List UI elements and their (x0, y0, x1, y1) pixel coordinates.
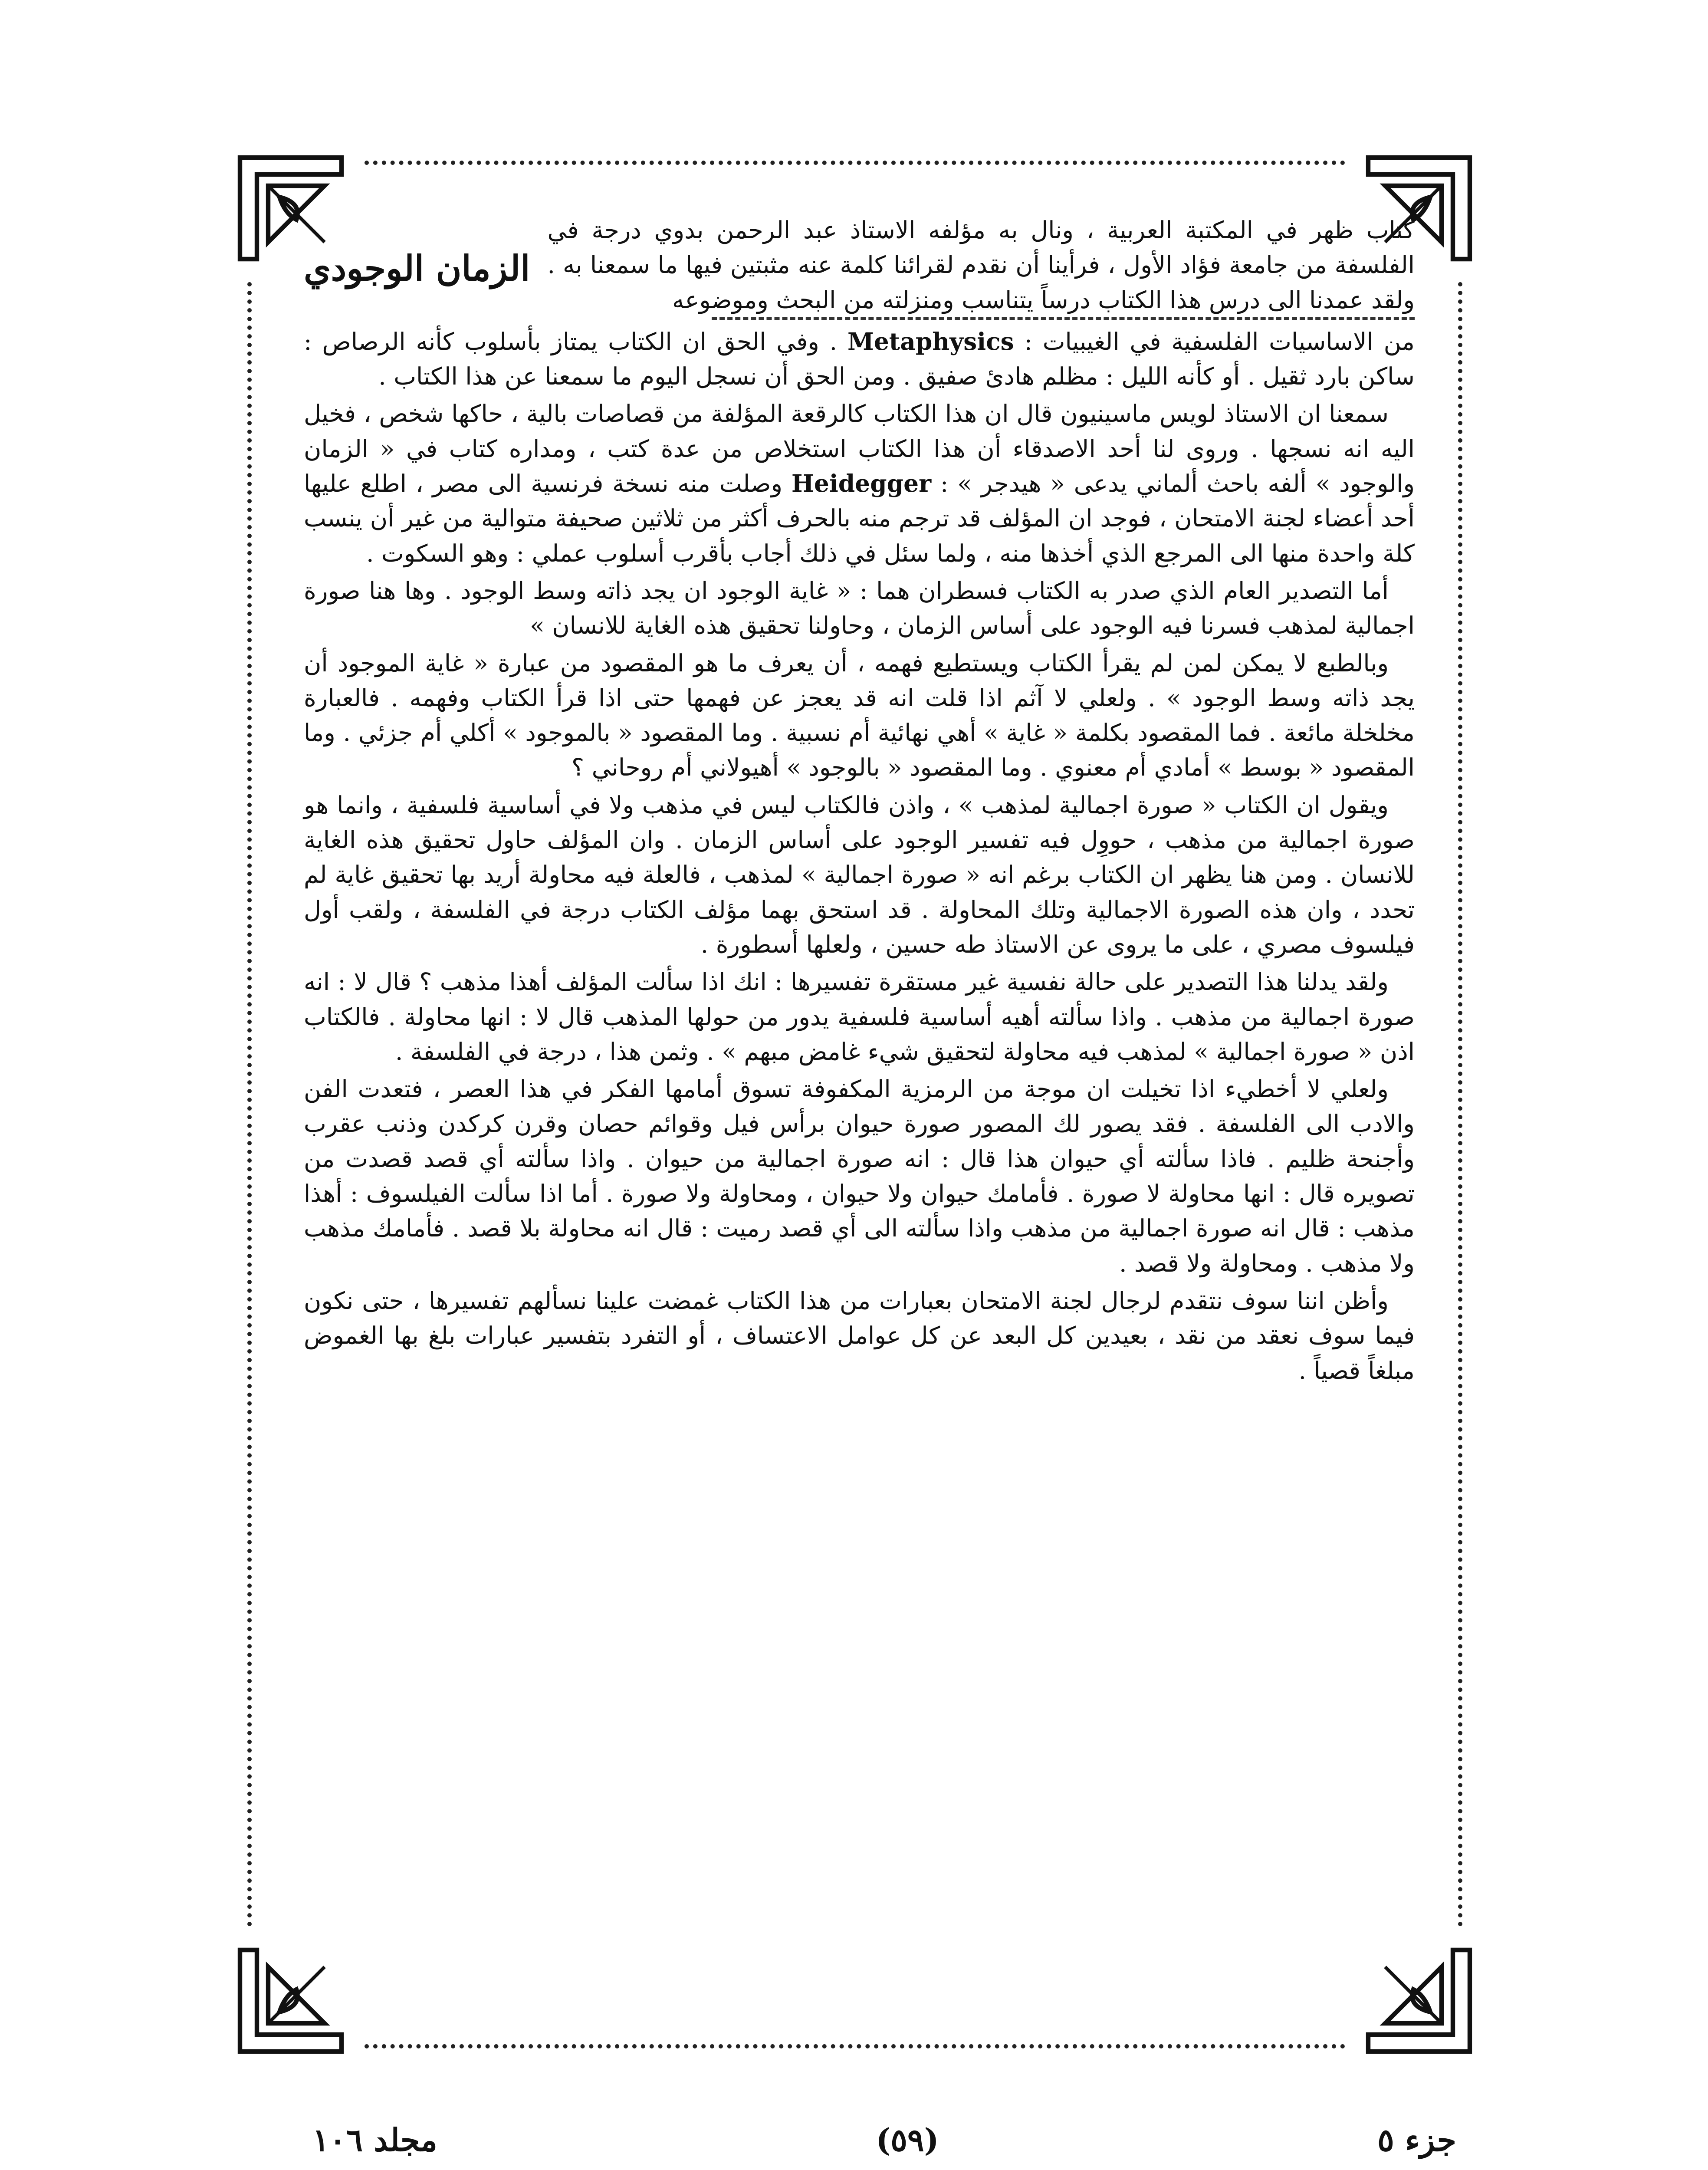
footer-volume: مجلد ١٠٦ (312, 2121, 437, 2158)
border-bottom-rule (365, 2044, 1345, 2048)
paragraph: ولقد يدلنا هذا التصدير على حالة نفسية غير مستقرة تفسيرها : انك اذا سألت المؤلف أهذا مذهب ؟ قال لا : انه صورة اجمالية من مذهب . واذا سألته أهيه أساسية فلسفية يدور من حولها المذهب قال لا : انها محاولة . فالكتاب اذن « صورة اجمالية » لمذهب فيه محاولة لتحقيق شيء غامض مبهم » . وثمن هذا ، درجة في الفلسفة . (304, 968, 1415, 1065)
article-header (304, 213, 1415, 317)
border-top-rule (365, 161, 1345, 165)
footer-part: جزء ٥ (1377, 2121, 1456, 2158)
footer-page-number: (٥٩) (876, 2121, 939, 2158)
border-right-rule (1458, 282, 1462, 1927)
article-intro: كتاب ظهر في المكتبة العربية ، ونال به مؤلفه الاستاذ عبد الرحمن بدوي درجة في الفلسفة من جامعة فؤاد الأول ، فرأينا أن نقدم لقرائنا كلمة عنه مثبتين فيها ما سمعنا به . ولقد عمدنا الى درس هذا الكتاب درساً يتناسب ومنزلته من البحث وموضوعه (547, 216, 1415, 314)
border-left-rule (247, 282, 252, 1927)
header-divider (712, 317, 1415, 320)
paragraph: وأظن اننا سوف نتقدم لرجال لجنة الامتحان بعبارات من هذا الكتاب غمضت علينا نسألهم تفسيرها ، حتى نكون فيما سوف نعقد من نقد ، بعيدين كل البعد عن كل عوامل الاعتساف ، أو التفرد بتفسير عبارات بلغ بها الغموض مبلغاً قصياً . (304, 1286, 1415, 1384)
article-body (304, 213, 1415, 2014)
paragraph: أما التصدير العام الذي صدر به الكتاب فسطران هما : « غاية الوجود ان يجد ذاته وسط الوجود . وها هنا صورة اجمالية لمذهب فسرنا فيه الوجود على أساس الزمان ، وحاولنا تحقيق هذه الغاية للانسان » (304, 576, 1415, 640)
paragraph: وبالطبع لا يمكن لمن لم يقرأ الكتاب ويستطيع فهمه ، أن يعرف ما هو المقصود من عبارة « غاية الموجود أن يجد ذاته وسط الوجود » . ولعلي لا آثم اذا قلت انه قد يعجز عن فهمها حتى اذا قرأ الكتاب وفهمه . فالعبارة مخلخلة مائعة . فما المقصود بكلمة « غاية » أهي نهائية أم نسبية . وما المقصود « بالموجود » أكلي أم جزئي . وما المقصود « بوسط » أمادي أم معنوي . وما المقصود « بالوجود » أهيولاني أم روحاني ؟ (304, 649, 1415, 782)
paragraph: من الاساسيات الفلسفية في الغيبيات : Metaphysics . وفي الحق ان الكتاب يمتاز بأسلوب كأنه الرصاص : ساكن بارد ثقيل . أو كأنه الليل : مظلم هادئ صفيق . ومن الحق أن نسجل اليوم ما سمعنا عن هذا الكتاب . (304, 327, 1415, 391)
latin-term: Heidegger (791, 469, 932, 498)
article-title: الزمان الوجودي (304, 248, 530, 289)
paragraph: سمعنا ان الاستاذ لويس ماسينيون قال ان هذا الكتاب كالرقعة المؤلفة من قصاصات بالية ، حاكها شخص ، فخيل اليه انه نسجها . وروى لنا أحد الاصدقاء أن هذا الكتاب استخلاص من عدة كتب ، ومداره كتاب في « الزمان والوجود » ألفه باحث ألماني يدعى « هيدجر » : Heidegger وصلت منه نسخة فرنسية الى مصر ، اطلع عليها أحد أعضاء لجنة الامتحان ، فوجد ان المؤلف قد ترجم منه بالحرف أكثر من ثلاثين صحيفة متوالية من غير أن ينسب كلة واحدة منها الى المرجع الذي أخذها منه ، ولما سئل في ذلك أجاب بأقرب أسلوب عملي : وهو السكوت . (304, 400, 1415, 567)
latin-term: Metaphysics (847, 327, 1014, 355)
paragraph: ولعلي لا أخطيء اذا تخيلت ان موجة من الرمزية المكفوفة تسوق أمامها الفكر في هذا العصر ، فتعدت الفن والادب الى الفلسفة . فقد يصور لك المصور صورة حيوان برأس فيل وقوائم حصان وقرن كركدن وذنب عقرب وأجنحة ظليم . فاذا سألته أي حيوان هذا قال : انه صورة اجمالية من حيوان . واذا سألته أي قصد قصدت من تصويره قال : انها محاولة لا صورة . فأمامك حيوان ولا حيوان ، ومحاولة ولا صورة . أما اذا سألت الفيلسوف : أهذا مذهب : قال انه صورة اجمالية من مذهب واذا سألته الى أي قصد رميت : قال انه محاولة بلا قصد . فأمامك مذهب ولا مذهب . ومحاولة ولا قصد . (304, 1075, 1415, 1277)
page-footer (312, 2114, 1456, 2166)
paragraph: ويقول ان الكتاب « صورة اجمالية لمذهب » ، واذن فالكتاب ليس في مذهب ولا في أساسية فلسفية ، وانما هو صورة اجمالية من مذهب ، حووِل فيه تفسير الوجود على أساس الزمان . وان المؤلف حاول تحقيق هذه الغاية للانسان . ومن هنا يظهر ان الكتاب برغم انه « صورة اجمالية » لمذهب ، فالعلة فيه محاولة أريد بها تحقيق غاية لم تحدد ، وان هذه الصورة الاجمالية وتلك المحاولة . قد استحق بهما مؤلف الكتاب درجة في الفلسفة ، ولقب أول فيلسوف مصري ، على ما يروى عن الاستاذ طه حسين ، ولعلها أسطورة . (304, 791, 1415, 958)
